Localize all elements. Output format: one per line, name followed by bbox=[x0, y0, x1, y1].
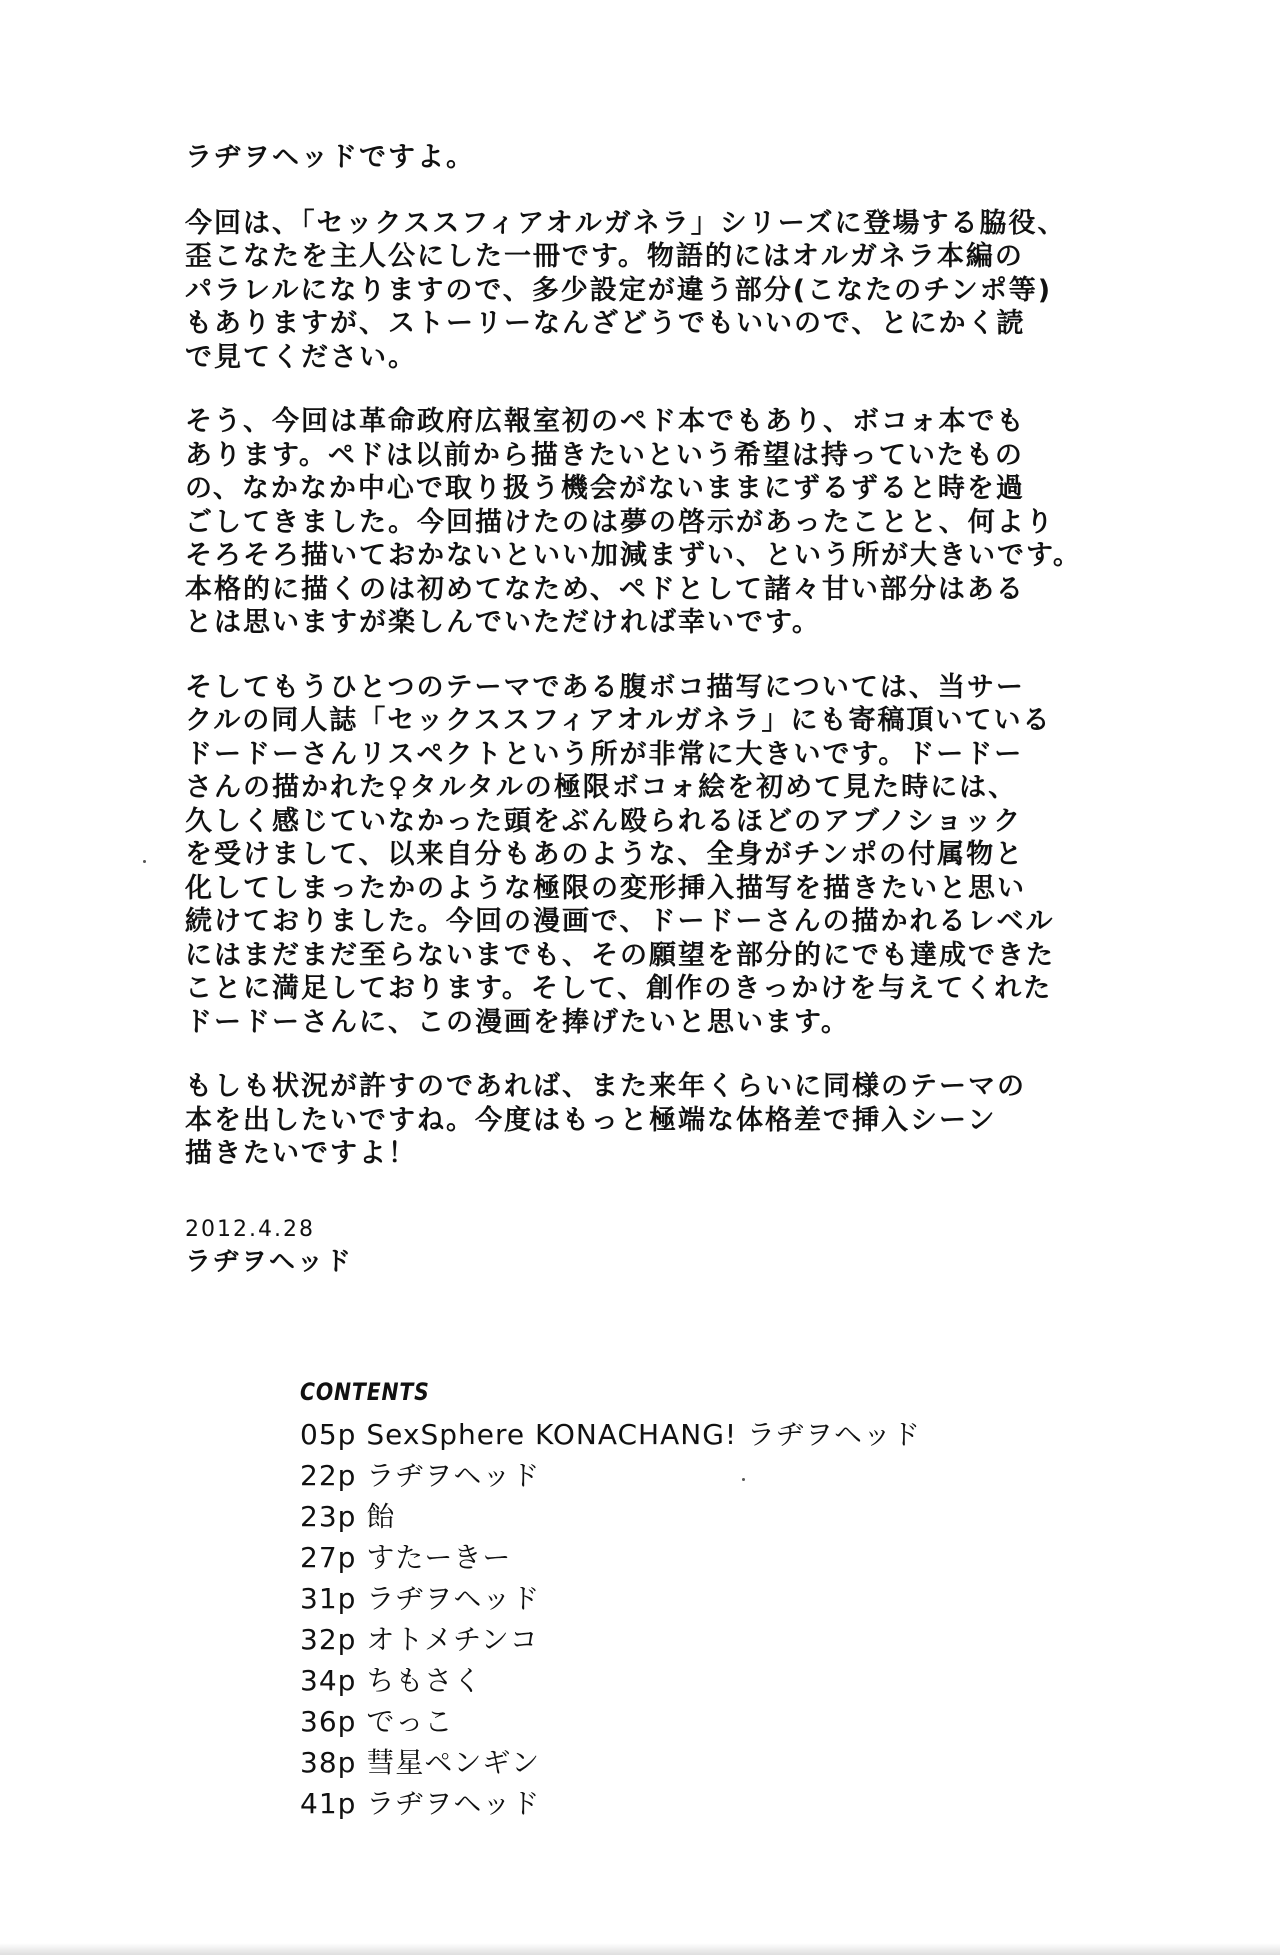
toc-title: ラヂヲヘッド bbox=[366, 1787, 541, 1820]
text-line: を受けまして、以来自分もあのような、全身がチンポの付属物と bbox=[185, 839, 1025, 870]
text-line: とは思いますが楽しんでいただければ幸いです。 bbox=[185, 607, 821, 638]
paragraph-4 bbox=[185, 1070, 1105, 1171]
toc-title: SexSphere KONACHANG! ラヂヲヘッド bbox=[366, 1418, 922, 1451]
toc-page-number: 38p bbox=[300, 1746, 357, 1779]
text-line: 本を出したいですね。今度はもっと極端な体格差で挿入シーン bbox=[185, 1104, 997, 1136]
toc-title: オトメチンコ bbox=[366, 1623, 539, 1656]
signature-block bbox=[185, 1215, 1105, 1279]
toc-entry bbox=[300, 1537, 1000, 1578]
text-line: そう、今回は革命政府広報室初のペド本でもあり、ボコォ本でも bbox=[185, 406, 1026, 437]
paragraph-1 bbox=[185, 207, 1105, 375]
text-line: そろそろ描いておかないといい加減まずい、という所が大きいです。 bbox=[185, 540, 1082, 571]
text-line: ドードーさんリスペクトという所が非常に大きいです。ドードー bbox=[185, 738, 1024, 770]
contents-heading: CONTENTS bbox=[300, 1378, 430, 1406]
afterword-section bbox=[185, 141, 1105, 1279]
text-line: 久しく感じていなかった頭をぶん殴られるほどのアブノショック bbox=[185, 805, 1023, 837]
text-line: にはまだまだ至らないまでも、その願望を部分的にでも達成できた bbox=[185, 939, 1055, 971]
toc-title: すたーきー bbox=[366, 1541, 512, 1574]
toc-entry bbox=[300, 1619, 1000, 1660]
toc-page-number: 22p bbox=[300, 1459, 357, 1492]
text-line: あります。ペドは以前から描きたいという希望は持っていたもの bbox=[185, 439, 1024, 471]
toc-page-number: 41p bbox=[300, 1787, 357, 1820]
text-line: パラレルになりますので、多少設定が違う部分(こなたのチンポ等) bbox=[185, 274, 1053, 306]
toc-page-number: 31p bbox=[300, 1582, 357, 1615]
toc-title: 飴 bbox=[366, 1500, 396, 1533]
text-line: 続けておりました。今回の漫画で、ドードーさんの描かれるレベル bbox=[185, 906, 1055, 937]
text-line: の、なかなか中心で取り扱う機会がないままにずるずると時を過 bbox=[185, 473, 1025, 504]
toc-page-number: 23p bbox=[300, 1500, 357, 1533]
toc-title: ちもさく bbox=[366, 1664, 483, 1697]
text-line: 歪こなたを主人公にした一冊です。物語的にはオルガネラ本編の bbox=[185, 241, 1024, 272]
contents-section bbox=[300, 1378, 1000, 1824]
toc-title: 彗星ペンギン bbox=[366, 1746, 541, 1779]
scan-bottom-edge bbox=[0, 1943, 1280, 1955]
toc-entry bbox=[300, 1783, 1000, 1824]
toc-entry bbox=[300, 1660, 1000, 1701]
scan-speck bbox=[742, 1478, 745, 1481]
paragraph-2 bbox=[185, 405, 1105, 640]
toc-page-number: 27p bbox=[300, 1541, 357, 1574]
text-line: 本格的に描くのは初めてなため、ペドとして諸々甘い部分はある bbox=[185, 573, 1025, 605]
toc-entry bbox=[300, 1414, 1000, 1455]
text-line: もしも状況が許すのであれば、また来年くらいに同様のテーマの bbox=[185, 1071, 1026, 1102]
text-line: 今回は、「セックススフィアオルガネラ」シリーズに登場する脇役、 bbox=[185, 207, 1067, 239]
text-line: もありますが、ストーリーなんざどうでもいいので、とにかく読 bbox=[185, 308, 1026, 339]
toc-page-number: 32p bbox=[300, 1623, 357, 1656]
toc-entry bbox=[300, 1701, 1000, 1742]
toc-page-number: 36p bbox=[300, 1705, 357, 1738]
text-line: さんの描かれた♀タルタルの極限ボコォ絵を初めて見た時には、 bbox=[185, 772, 1018, 803]
text-line: ドードーさんに、この漫画を捧げたいと思います。 bbox=[185, 1006, 850, 1038]
toc-entry bbox=[300, 1578, 1000, 1619]
toc-entry bbox=[300, 1742, 1000, 1783]
toc-title: ラヂヲヘッド bbox=[366, 1582, 541, 1615]
toc-page-number: 34p bbox=[300, 1664, 357, 1697]
toc-title: でっこ bbox=[366, 1705, 454, 1738]
greeting-paragraph bbox=[185, 141, 1105, 175]
text-line: そしてもうひとつのテーマである腹ボコ描写については、当サー bbox=[185, 671, 1025, 703]
author-signature: ラヂヲヘッド bbox=[185, 1246, 354, 1277]
date: 2012.4.28 bbox=[185, 1216, 315, 1242]
text-line: 描きたいですよ！ bbox=[185, 1138, 417, 1169]
text-line: で見てください。 bbox=[185, 341, 417, 373]
paragraph-3 bbox=[185, 671, 1105, 1040]
greeting-line: ラヂヲヘッドですよ。 bbox=[185, 142, 475, 173]
text-line: 化してしまったかのような極限の変形挿入描写を描きたいと思い bbox=[185, 872, 1026, 904]
scan-speck bbox=[143, 860, 146, 863]
text-line: クルの同人誌「セックススフィアオルガネラ」にも寄稿頂いている bbox=[185, 705, 1052, 736]
toc-page-number: 05p bbox=[300, 1418, 357, 1451]
text-line: ごしてきました。今回描けたのは夢の啓示があったことと、何より bbox=[185, 506, 1055, 538]
toc-entry bbox=[300, 1455, 1000, 1496]
toc-entry bbox=[300, 1496, 1000, 1537]
toc-title: ラヂヲヘッド bbox=[366, 1459, 541, 1492]
text-line: ことに満足しております。そして、創作のきっかけを与えてくれた bbox=[185, 973, 1053, 1004]
